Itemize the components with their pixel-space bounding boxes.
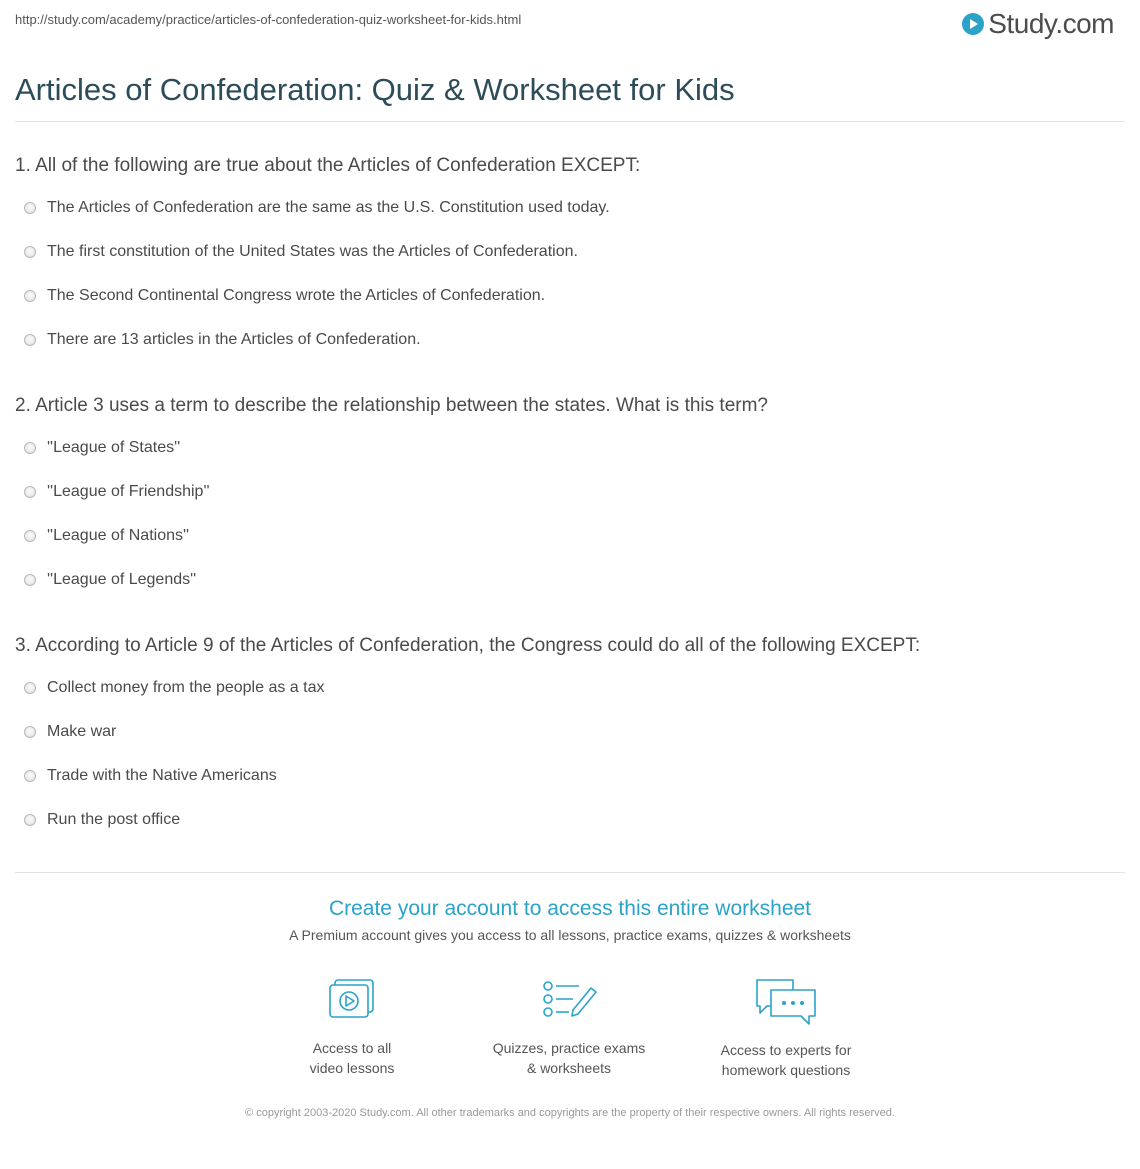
premium-description: A Premium account gives you access to all lessons, practice exams, quizzes & worksheets (289, 927, 851, 943)
answer-text: Collect money from the people as a tax (47, 679, 325, 696)
answer-option[interactable] (15, 476, 1125, 520)
feature-video-lessons (252, 976, 452, 1078)
chat-bubbles-icon (753, 976, 819, 1028)
radio-button[interactable] (24, 530, 36, 542)
feature-label-line: Quizzes, practice exams (492, 1040, 646, 1056)
logo-text: Study.com (988, 8, 1114, 39)
answer-text: ''League of States'' (47, 439, 181, 456)
page-title: Articles of Confederation: Quiz & Worksheet for Kids (15, 72, 735, 107)
question-3 (15, 634, 1125, 848)
copyright-notice: © copyright 2003-2020 Study.com. All other trademarks and copyrights are the property of their respective owners. All rights reserved. (245, 1107, 895, 1119)
play-logo-icon (962, 13, 984, 35)
radio-button[interactable] (24, 726, 36, 738)
radio-button[interactable] (24, 246, 36, 258)
answer-text: Run the post office (47, 811, 181, 828)
answer-option[interactable] (15, 432, 1125, 476)
radio-button[interactable] (24, 486, 36, 498)
answer-option[interactable] (15, 192, 1125, 236)
feature-experts (686, 976, 886, 1080)
answer-text: ''League of Friendship'' (47, 483, 210, 500)
title-divider (15, 121, 1125, 122)
feature-label-line: & worksheets (526, 1060, 612, 1076)
radio-button[interactable] (24, 574, 36, 586)
answer-option[interactable] (15, 520, 1125, 564)
study-logo[interactable] (962, 6, 1114, 42)
question-text: 2. Article 3 uses a term to describe the relationship between the states. What is this term? (15, 395, 768, 416)
answer-text: The first constitution of the United States was the Articles of Confederation. (47, 243, 578, 260)
answer-text: Trade with the Native Americans (47, 767, 277, 784)
answer-text: ''League of Legends'' (47, 571, 197, 588)
answer-text: The Articles of Confederation are the same as the U.S. Constitution used today. (47, 199, 610, 216)
feature-label (252, 1038, 452, 1078)
feature-label-line: video lessons (309, 1060, 395, 1076)
page-url: http://study.com/academy/practice/articles-of-confederation-quiz-worksheet-for-kids.html (15, 12, 522, 27)
answer-option[interactable] (15, 324, 1125, 368)
feature-label-line: homework questions (721, 1062, 851, 1078)
radio-button[interactable] (24, 770, 36, 782)
quiz-checklist-icon (539, 976, 599, 1026)
answer-text: The Second Continental Congress wrote the Articles of Confederation. (47, 287, 546, 304)
feature-label (686, 1040, 886, 1080)
answer-option[interactable] (15, 804, 1125, 848)
cta-divider (15, 872, 1125, 873)
video-lessons-icon (322, 976, 382, 1026)
answer-text: Make war (47, 723, 117, 740)
answer-option[interactable] (15, 564, 1125, 608)
feature-label-line: Access to all (312, 1040, 392, 1056)
answer-text: ''League of Nations'' (47, 527, 190, 544)
feature-label-line: Access to experts for (720, 1042, 852, 1058)
question-2 (15, 394, 1125, 608)
answer-text: There are 13 articles in the Articles of Confederation. (47, 331, 421, 348)
feature-quizzes (469, 976, 669, 1078)
feature-label (469, 1038, 669, 1078)
answer-option[interactable] (15, 672, 1125, 716)
radio-button[interactable] (24, 682, 36, 694)
question-text: 3. According to Article 9 of the Articles of Confederation, the Congress could do all of the following EXCEPT: (15, 635, 921, 656)
radio-button[interactable] (24, 290, 36, 302)
question-text: 1. All of the following are true about the Articles of Confederation EXCEPT: (15, 155, 641, 176)
question-1 (15, 154, 1125, 368)
answer-option[interactable] (15, 716, 1125, 760)
answer-option[interactable] (15, 236, 1125, 280)
answer-option[interactable] (15, 280, 1125, 324)
radio-button[interactable] (24, 334, 36, 346)
radio-button[interactable] (24, 202, 36, 214)
answer-option[interactable] (15, 760, 1125, 804)
radio-button[interactable] (24, 814, 36, 826)
radio-button[interactable] (24, 442, 36, 454)
create-account-link[interactable]: Create your account to access this entire worksheet (328, 897, 812, 920)
